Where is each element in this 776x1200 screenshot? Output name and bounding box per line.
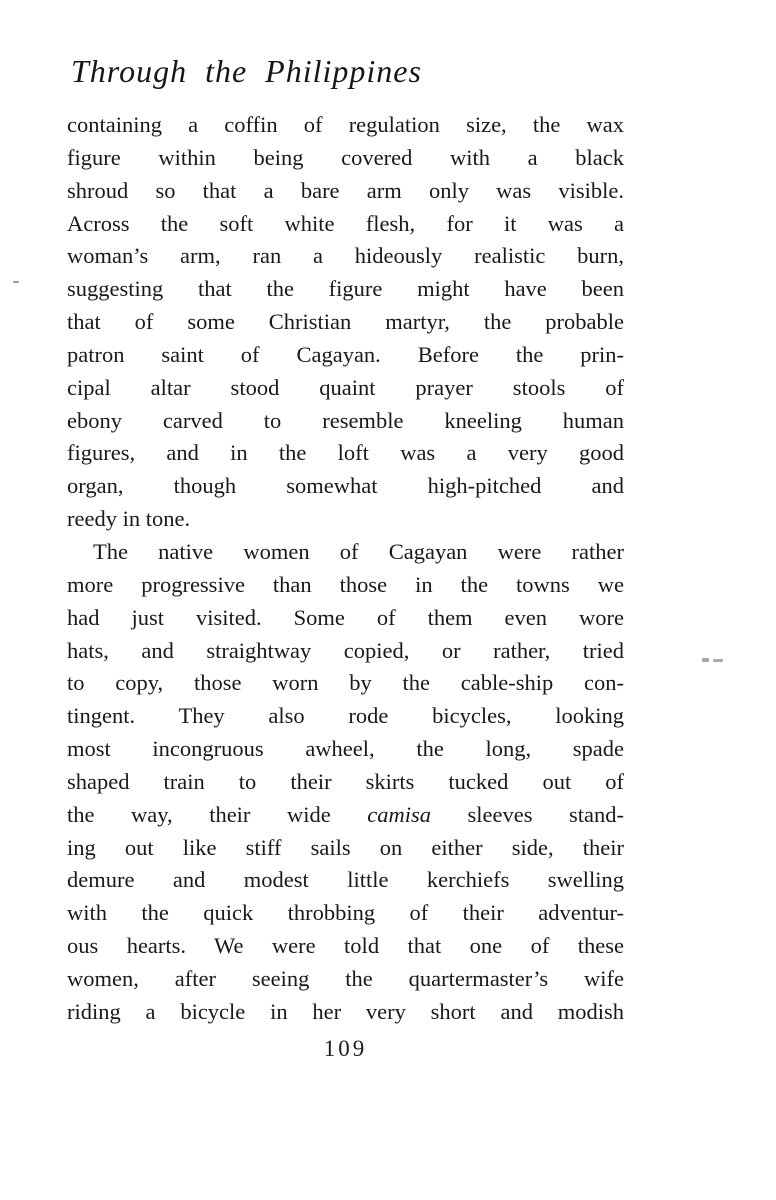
text-segment: Across the soft white flesh, for it was a — [67, 210, 624, 236]
text-segment: tingent. They also rode bicycles, looking — [67, 703, 624, 729]
text-segment: woman’s arm, ran a hideously realistic burn, — [67, 243, 624, 269]
text-line — [67, 602, 624, 635]
text-line — [67, 733, 624, 766]
text-line — [67, 306, 624, 339]
text-line — [67, 536, 624, 569]
text-segment: sleeves stand- — [430, 801, 625, 827]
text-line — [67, 339, 624, 372]
text-line — [67, 897, 624, 930]
text-line — [67, 240, 624, 273]
text-line — [67, 766, 624, 799]
text-line — [67, 273, 624, 306]
text-line — [67, 832, 624, 865]
text-segment: containing a coffin of regulation size, the wax — [67, 112, 624, 137]
text-segment: ous hearts. We were told that one of these — [67, 933, 624, 959]
text-line — [67, 963, 624, 996]
text-segment: shaped train to their skirts tucked out of — [67, 768, 624, 794]
text-segment: suggesting that the figure might have been — [67, 276, 624, 302]
text-segment: cipal altar stood quaint prayer stools of — [67, 374, 624, 400]
text-segment: shroud so that a bare arm only was visible. — [67, 177, 624, 203]
text-line — [67, 996, 624, 1029]
text-line — [67, 142, 624, 175]
text-segment: that of some Christian martyr, the probable — [67, 309, 624, 335]
scan-artifact-right-margin — [713, 659, 723, 662]
text-segment: with the quick throbbing of their adventur- — [67, 900, 624, 926]
running-header: Through the Philippines — [71, 53, 422, 89]
text-segment: riding a bicycle in her very short and modish — [67, 998, 624, 1024]
text-line — [67, 437, 624, 470]
text-segment: the way, their wide — [67, 801, 368, 827]
text-segment: ebony carved to resemble kneeling human — [67, 407, 624, 433]
text-line — [67, 109, 624, 142]
text-segment: organ, though somewhat high-pitched and — [67, 473, 624, 499]
text-segment: The native women of Cagayan were rather — [93, 538, 624, 564]
text-line — [67, 930, 624, 963]
text-segment: figure within being covered with a black — [67, 144, 624, 170]
text-segment: figures, and in the loft was a very good — [67, 440, 624, 466]
text-line — [67, 635, 624, 668]
text-line — [67, 700, 624, 733]
text-segment: most incongruous awheel, the long, spade — [67, 736, 624, 762]
scan-artifact-left-margin — [13, 281, 19, 283]
text-segment: had just visited. Some of them even wore — [67, 604, 624, 630]
text-line — [67, 503, 624, 536]
text-segment: reedy in tone. — [67, 506, 191, 532]
text-line — [67, 799, 624, 832]
text-segment: more progressive than those in the towns we — [67, 571, 624, 597]
text-line — [67, 667, 624, 700]
text-segment: patron saint of Cagayan. Before the prin- — [67, 341, 624, 367]
text-line — [67, 405, 624, 438]
text-segment: hats, and straightway copied, or rather, tried — [67, 637, 624, 663]
body-text — [67, 109, 624, 1029]
text-line — [67, 864, 624, 897]
text-line — [67, 569, 624, 602]
text-segment: to copy, those worn by the cable-ship con- — [67, 670, 624, 696]
page-number: 109 — [323, 1036, 368, 1061]
text-line — [67, 208, 624, 241]
text-line — [67, 470, 624, 503]
text-segment: women, after seeing the quartermaster’s wife — [67, 965, 624, 991]
text-segment: demure and modest little kerchiefs swelling — [67, 867, 624, 893]
italic-text-segment: camisa — [367, 801, 431, 827]
text-line — [67, 372, 624, 405]
text-line — [67, 175, 624, 208]
text-segment: ing out like stiff sails on either side, their — [67, 834, 624, 860]
scan-artifact-right-margin — [702, 658, 709, 662]
